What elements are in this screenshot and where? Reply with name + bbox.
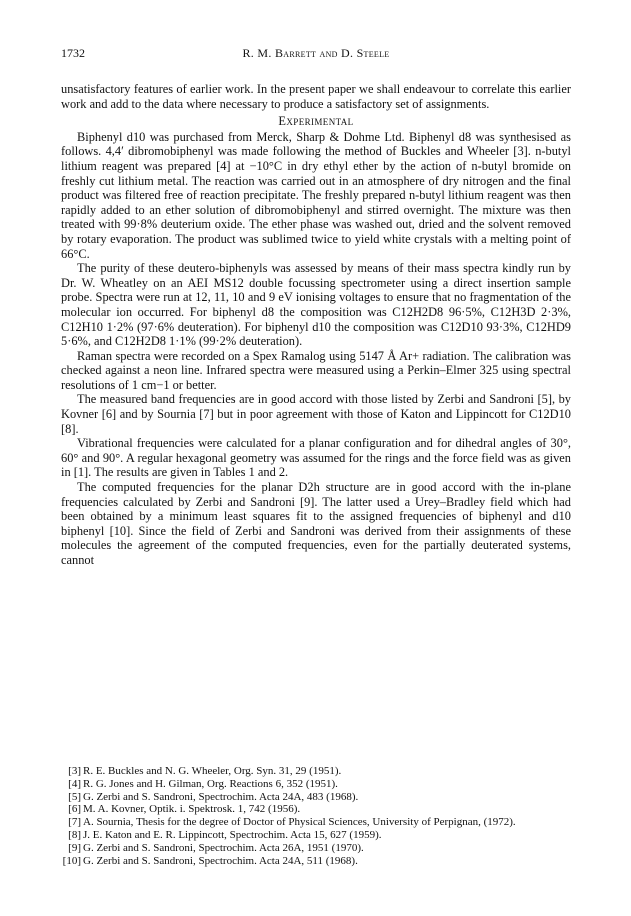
paragraph-purity: The purity of these deutero-biphenyls was assessed by means of their mass spectra kindly run by Dr. W. Wheatley on an AEI MS12 double focussing spectrometer using a direct insertion sample probe. Spectra were run at 12, 11, 10 and 9 eV ionising voltages to ensure that no fragmentation of the molecular ion occurred. For biphenyl d8 the composition was C12H2D8 96·5%, C12H3D 2·3%, C12H10 1·2% (97·6% deuteration). For biphenyl d10 the composition was C12D10 93·3%, C12HD9 5·6%, and C12H2D8 1·1% (99·2% deuteration). xyxy=(61,261,571,349)
paragraph-band-frequencies: The measured band frequencies are in good accord with those listed by Zerbi and Sandroni [5], by Kovner [6] and by Sournia [7] but in poor agreement with those of Katon and Lippincott for C12D10 [8]. xyxy=(61,392,571,436)
paragraph-spectra: Raman spectra were recorded on a Spex Ramalog using 5147 Å Ar+ radiation. The calibration was checked against a neon line. Infrared spectra were measured using a Perkin–Elmer 325 using spectral resolutions of 1 cm−1 or better. xyxy=(61,348,571,392)
reference-number: [5] xyxy=(68,790,81,803)
reference-text: J. E. Katon and E. R. Lippincott, Spectrochim. Acta 15, 627 (1959). xyxy=(83,828,382,841)
reference-text: M. A. Kovner, Optik. i. Spektrosk. 1, 742 (1956). xyxy=(83,803,301,816)
intro-paragraph: unsatisfactory features of earlier work. In the present paper we shall endeavour to correlate this earlier work and add to the data where necessary to produce a satisfactory set of assignments. xyxy=(61,82,571,111)
section-heading-experimental: Experimental xyxy=(278,114,354,129)
reference-number: [9] xyxy=(68,841,81,854)
reference-item xyxy=(61,791,571,804)
reference-number: [6] xyxy=(68,803,81,816)
reference-text: G. Zerbi and S. Sandroni, Spectrochim. Acta 26A, 1951 (1970). xyxy=(83,841,364,854)
paragraph-synthesis: Biphenyl d10 was purchased from Merck, Sharp & Dohme Ltd. Biphenyl d8 was synthesised as follows. 4,4′ dibromobiphenyl was made following the method of Buckles and Wheeler [3]. n-butyl lithium reagent was prepared [4] at −10°C in dry ethyl ether by the action of n-butyl bromide on freshly cut lithium metal. The reaction was carried out in an atmosphere of dry nitrogen and the final product was filtered free of reaction precipitate. The freshly prepared n-butyl lithium reagent was then rapidly added to an ether solution of dibromobiphenyl and stirred overnight. The mixture was then treated with 99·8% deuterium oxide. The ether phase was washed out, dried and the solvent removed by rotary evaporation. The product was sublimed twice to yield white crystals with a melting point of 66°C. xyxy=(61,129,571,261)
reference-number: [8] xyxy=(68,828,81,841)
reference-item xyxy=(61,778,571,791)
reference-number: [10] xyxy=(62,854,81,867)
reference-text: R. G. Jones and H. Gilman, Org. Reactions 6, 352 (1951). xyxy=(83,777,338,790)
reference-number: [4] xyxy=(68,777,81,790)
reference-item xyxy=(61,803,571,816)
page-number: 1732 xyxy=(61,46,85,60)
reference-item xyxy=(61,816,571,829)
body-text xyxy=(61,82,571,568)
reference-text: G. Zerbi and S. Sandroni, Spectrochim. Acta 24A, 511 (1968). xyxy=(83,854,358,867)
paragraph-computed: The computed frequencies for the planar D2h structure are in good accord with the in-plane frequencies calculated by Zerbi and Sandroni [9]. The latter used a Urey–Bradley field which had been obtained by a minimum least squares fit to the assigned frequencies of biphenyl and d10 biphenyl [10]. Since the field of Zerbi and Sandroni was derived from their assignments of these molecules the agreement of the computed frequencies, even for the partially deuterated systems, cannot xyxy=(61,480,571,567)
reference-number: [7] xyxy=(68,816,81,829)
reference-item xyxy=(61,842,571,855)
reference-number: [3] xyxy=(68,765,81,777)
reference-text: R. E. Buckles and N. G. Wheeler, Org. Syn. 31, 29 (1951). xyxy=(83,765,342,777)
running-head-authors: R. M. Barrett and D. Steele xyxy=(242,46,390,60)
paragraph-vibrational: Vibrational frequencies were calculated for a planar configuration and for dihedral angles of 30°, 60° and 90°. A regular hexagonal geometry was assumed for the rings and the force field was as given in [1]. The results are given in Tables 1 and 2. xyxy=(61,436,571,480)
reference-text: A. Sournia, Thesis for the degree of Doctor of Physical Sciences, University of Perpignan, (1972). xyxy=(83,816,516,829)
reference-item xyxy=(61,765,571,778)
reference-item xyxy=(61,829,571,842)
footnote-references xyxy=(61,765,571,867)
reference-text: G. Zerbi and S. Sandroni, Spectrochim. Acta 24A, 483 (1968). xyxy=(83,790,359,803)
running-header xyxy=(61,46,571,62)
reference-item xyxy=(61,855,571,868)
